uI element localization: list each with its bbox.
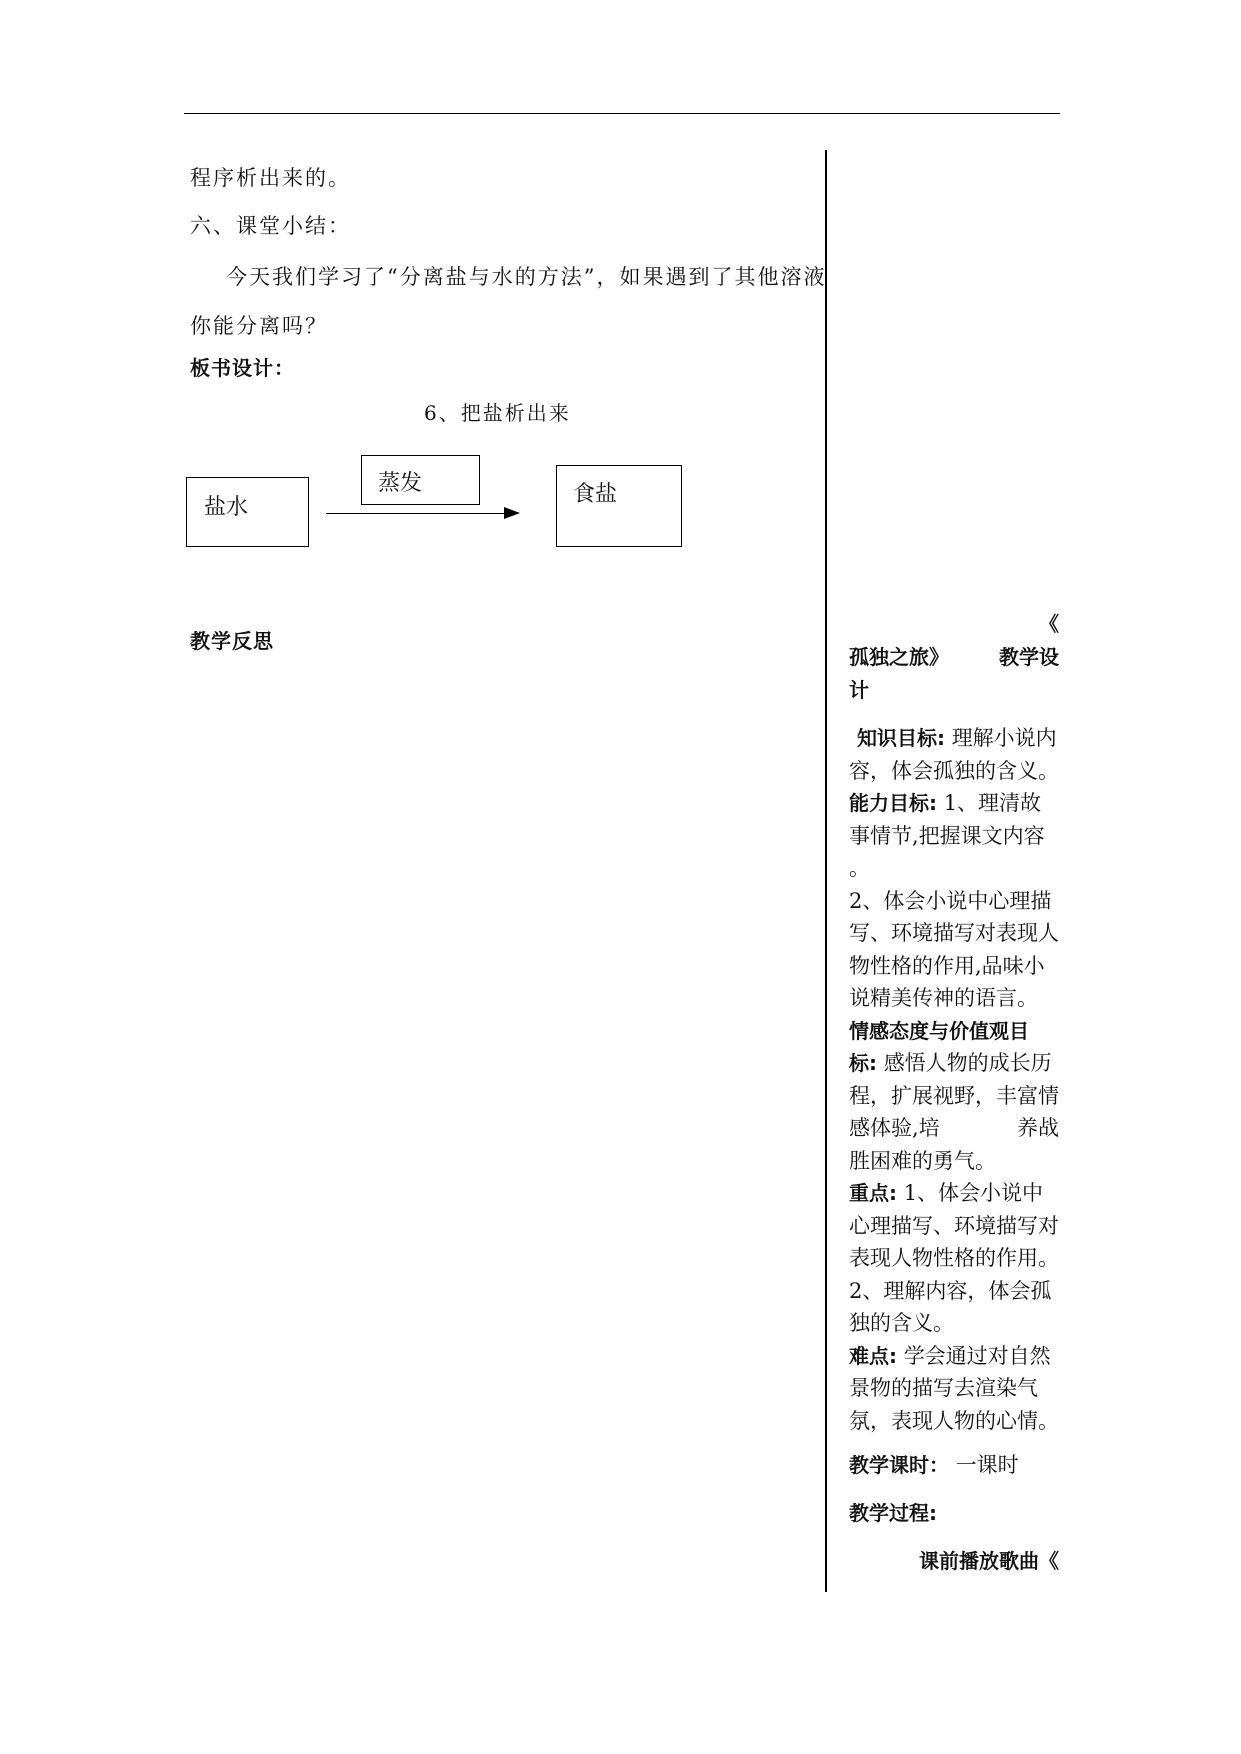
text-run: 感体验,培 xyxy=(849,1116,940,1140)
text-line: 物性格的作用,品味小 xyxy=(849,953,1045,978)
emotion-label: 标: xyxy=(849,1051,877,1075)
text-run: 理解小说内 xyxy=(951,726,1057,750)
text-line xyxy=(849,1112,1059,1145)
title-line xyxy=(849,641,1059,674)
text-line: 课前播放歌曲《 xyxy=(919,1549,1059,1573)
reflection-heading: 教学反思 xyxy=(190,629,274,653)
key-label: 重点: xyxy=(849,1181,897,1205)
board-design-heading: 板书设计： xyxy=(190,356,295,380)
text-line: 景物的描写去渲染气 xyxy=(849,1376,1038,1400)
text-line: 事情节,把握课文内容 xyxy=(849,823,1045,848)
knowledge-label: 知识目标: xyxy=(857,726,945,750)
key-line xyxy=(849,1177,1059,1210)
knowledge-line xyxy=(857,722,1067,755)
text-line: 容，体会孤独的含义。 xyxy=(849,758,1059,783)
text-line: 。 xyxy=(849,856,870,880)
text-line: 氛，表现人物的心情。 xyxy=(849,1408,1059,1433)
difficulty-label: 难点: xyxy=(849,1343,897,1368)
text-run: 养战 xyxy=(1017,1116,1059,1140)
text-run: 感悟人物的成长历 xyxy=(883,1051,1052,1075)
box-label: 食盐 xyxy=(573,482,618,507)
text-run: 1、体会小说中 xyxy=(903,1181,1044,1205)
evaporation-box xyxy=(361,455,480,505)
text-line: 你能分离吗？ xyxy=(190,314,328,338)
text-line: 说精美传神的语言。 xyxy=(849,986,1038,1010)
text-line: 胜困难的勇气。 xyxy=(849,1148,996,1173)
text-line: 2、体会小说中心理描 xyxy=(849,888,1052,913)
text-line: 独的含义。 xyxy=(849,1311,954,1335)
text-line: 写、环境描写对表现人 xyxy=(849,921,1059,945)
process-label: 教学过程: xyxy=(849,1501,937,1525)
ability-line xyxy=(849,787,1059,820)
diagram-title: 6、把盐析出来 xyxy=(424,401,571,425)
text-line: 程序析出来的。 xyxy=(190,166,351,190)
text-line: 今天我们学习了“分离盐与水的方法”，如果遇到了其他溶液 xyxy=(226,265,827,289)
title-text: 教学设 xyxy=(999,645,1059,669)
box-label: 盐水 xyxy=(204,495,249,520)
salt-box xyxy=(556,465,682,547)
title-text: 计 xyxy=(849,678,869,702)
text-line: 程，扩展视野，丰富情 xyxy=(849,1083,1059,1108)
emotion-line xyxy=(849,1047,1059,1080)
ability-label: 能力目标: xyxy=(849,791,937,815)
hours-value: 一课时 xyxy=(955,1453,1019,1477)
text-line: 2、理解内容，体会孤 xyxy=(849,1278,1052,1303)
title-bracket: 《 xyxy=(1039,612,1059,636)
hours-label: 教学课时： xyxy=(849,1453,949,1477)
column-divider xyxy=(825,150,827,1592)
text-line: 心理描写、环境描写对 xyxy=(849,1213,1059,1238)
header-rule xyxy=(184,113,1060,114)
hours-line xyxy=(849,1449,1059,1482)
process-arrow xyxy=(326,513,506,514)
box-label: 蒸发 xyxy=(378,471,423,496)
text-line: 表现人物性格的作用。 xyxy=(849,1246,1059,1270)
arrow-head-icon xyxy=(504,507,520,519)
title-text: 孤独之旅》 xyxy=(849,645,949,669)
section-heading: 六、课堂小结： xyxy=(190,214,351,238)
difficulty-line xyxy=(849,1340,1059,1373)
text-run: 学会通过对自然 xyxy=(903,1343,1051,1368)
saltwater-box xyxy=(186,477,309,547)
emotion-label: 情感态度与价值观目 xyxy=(849,1018,1029,1043)
text-run: 1、理清故 xyxy=(943,791,1042,815)
